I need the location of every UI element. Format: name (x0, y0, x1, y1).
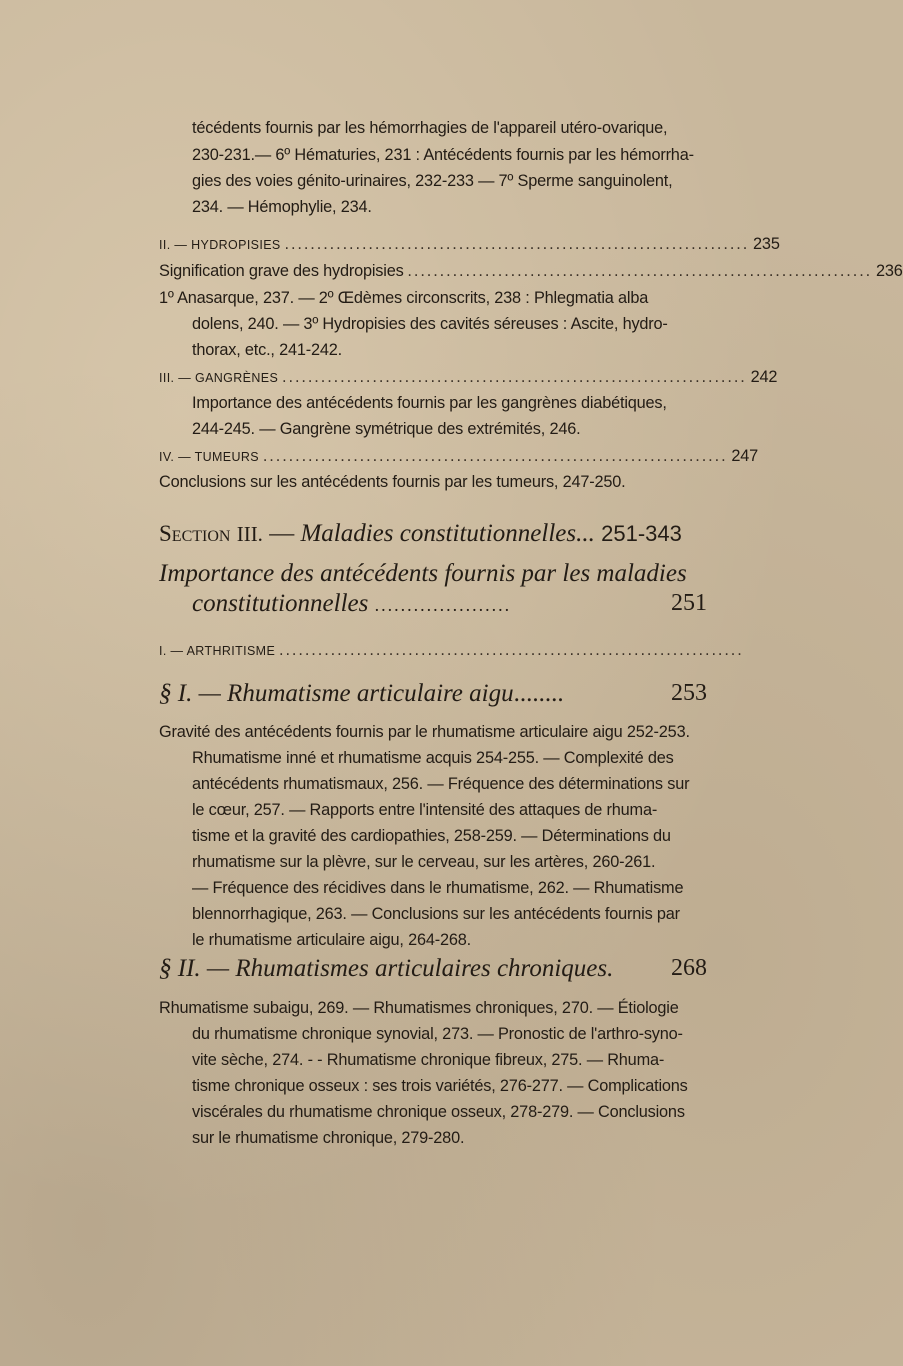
section-dash: — (269, 520, 295, 547)
paragraph-heading-page: 268 (671, 955, 707, 981)
intro-line: técédents fournis par les hémorrhagies de l'appareil utéro-ovarique, (192, 118, 668, 137)
para2-line: tisme chronique osseux : ses trois variétés, 276-277. — Complications (192, 1076, 688, 1095)
leader-dots: ........................................................................ (279, 640, 744, 659)
leader-dots: ..................... (374, 595, 512, 615)
para1-line: rhumatisme sur la plèvre, sur le cerveau, sur les artères, 260-261. (192, 852, 656, 871)
section-heading (159, 520, 682, 548)
paragraph-heading-text: § I. — Rhumatisme articulaire aigu (159, 680, 514, 707)
toc-entry-gangrenes (159, 367, 778, 389)
para1-line: — Fréquence des récidives dans le rhumatisme, 262. — Rhumatisme (192, 878, 684, 897)
gangrenes-line: Importance des antécédents fournis par les gangrènes diabétiques, (192, 393, 667, 412)
leader-dots: ........ (513, 680, 564, 707)
anasarque-line: dolens, 240. — 3º Hydropisies des cavités séreuses : Ascite, hydro- (192, 314, 668, 333)
toc-entry-tumeurs (159, 446, 759, 468)
paragraph-heading-2: § II. — Rhumatismes articulaires chroniques. (159, 955, 614, 982)
toc-entry-arthritisme (159, 640, 744, 662)
leader-dots: ........................................................................ (407, 261, 873, 280)
para1-line: le cœur, 257. — Rapports entre l'intensité des attaques de rhuma- (192, 800, 658, 819)
para1-line: antécédents rhumatismaux, 256. — Fréquence des déterminations sur (192, 774, 690, 793)
paragraph-heading-1 (159, 680, 564, 708)
para1-line: blennorrhagique, 263. — Conclusions sur les antécédents fournis par (192, 904, 680, 923)
leader-dots: ........................................................................ (282, 367, 747, 386)
toc-entry-page: 236 (875, 261, 903, 280)
intro-line: gies des voies génito-urinaires, 232-233 — 7º Sperme sanguinolent, (192, 171, 673, 190)
toc-entry-label: Signification grave des hydropisies (159, 261, 404, 280)
para1-line: Rhumatisme inné et rhumatisme acquis 254-255. — Complexité des (192, 748, 674, 767)
para1-line: tisme et la gravité des cardiopathies, 258-259. — Déterminations du (192, 826, 671, 845)
para2-line: vite sèche, 274. - - Rhumatisme chronique fibreux, 275. — Rhuma- (192, 1050, 665, 1069)
importance-line-text: constitutionnelles (192, 590, 369, 617)
section-prefix: Section (159, 521, 231, 546)
section-pages: 251-343 (601, 521, 682, 546)
toc-entry-page: 242 (750, 367, 778, 386)
intro-line: 234. — Hémophylie, 234. (192, 197, 372, 216)
importance-line (192, 590, 511, 618)
anasarque-line: 1º Anasarque, 237. — 2º Œdèmes circonscrits, 238 : Phlegmatia alba (159, 288, 649, 307)
toc-entry-label: III. — GANGRÈNES (159, 370, 279, 385)
toc-entry-signification (159, 261, 903, 283)
importance-line: Importance des antécédents fournis par les maladies (159, 560, 687, 587)
section-roman: III. (236, 522, 263, 546)
toc-entry-label: II. — HYDROPISIES (159, 237, 281, 252)
leader-dots: ........................................................................ (262, 446, 728, 465)
toc-entry-page: 247 (731, 446, 759, 465)
section-title-text: Maladies constitutionnelles... (300, 520, 595, 547)
para1-line: le rhumatisme articulaire aigu, 264-268. (192, 930, 471, 949)
toc-entry-label: IV. — TUMEURS (159, 449, 260, 464)
toc-entry-page: 235 (753, 234, 780, 253)
paragraph-heading-page: 253 (671, 680, 707, 706)
leader-dots: ........................................................................ (284, 234, 750, 253)
intro-line: 230-231.— 6º Hématuries, 231 : Antécédents fournis par les hémorrha- (192, 145, 694, 164)
anasarque-line: thorax, etc., 241-242. (192, 340, 343, 359)
para1-line: Gravité des antécédents fournis par le rhumatisme articulaire aigu 252-253. (159, 722, 690, 741)
para2-line: Rhumatisme subaigu, 269. — Rhumatismes chroniques, 270. — Étiologie (159, 998, 679, 1017)
para2-line: sur le rhumatisme chronique, 279-280. (192, 1128, 465, 1147)
importance-page: 251 (671, 590, 707, 616)
para2-line: viscérales du rhumatisme chronique osseux, 278-279. — Conclusions (192, 1102, 685, 1121)
toc-entry-hydropisies (159, 234, 780, 256)
toc-entry-label: I. — ARTHRITISME (159, 643, 276, 658)
para2-line: du rhumatisme chronique synovial, 273. — Pronostic de l'arthro-syno- (192, 1024, 683, 1043)
tumeurs-conclusion: Conclusions sur les antécédents fournis par les tumeurs, 247-250. (159, 472, 626, 491)
gangrenes-line: 244-245. — Gangrène symétrique des extrémités, 246. (192, 419, 581, 438)
